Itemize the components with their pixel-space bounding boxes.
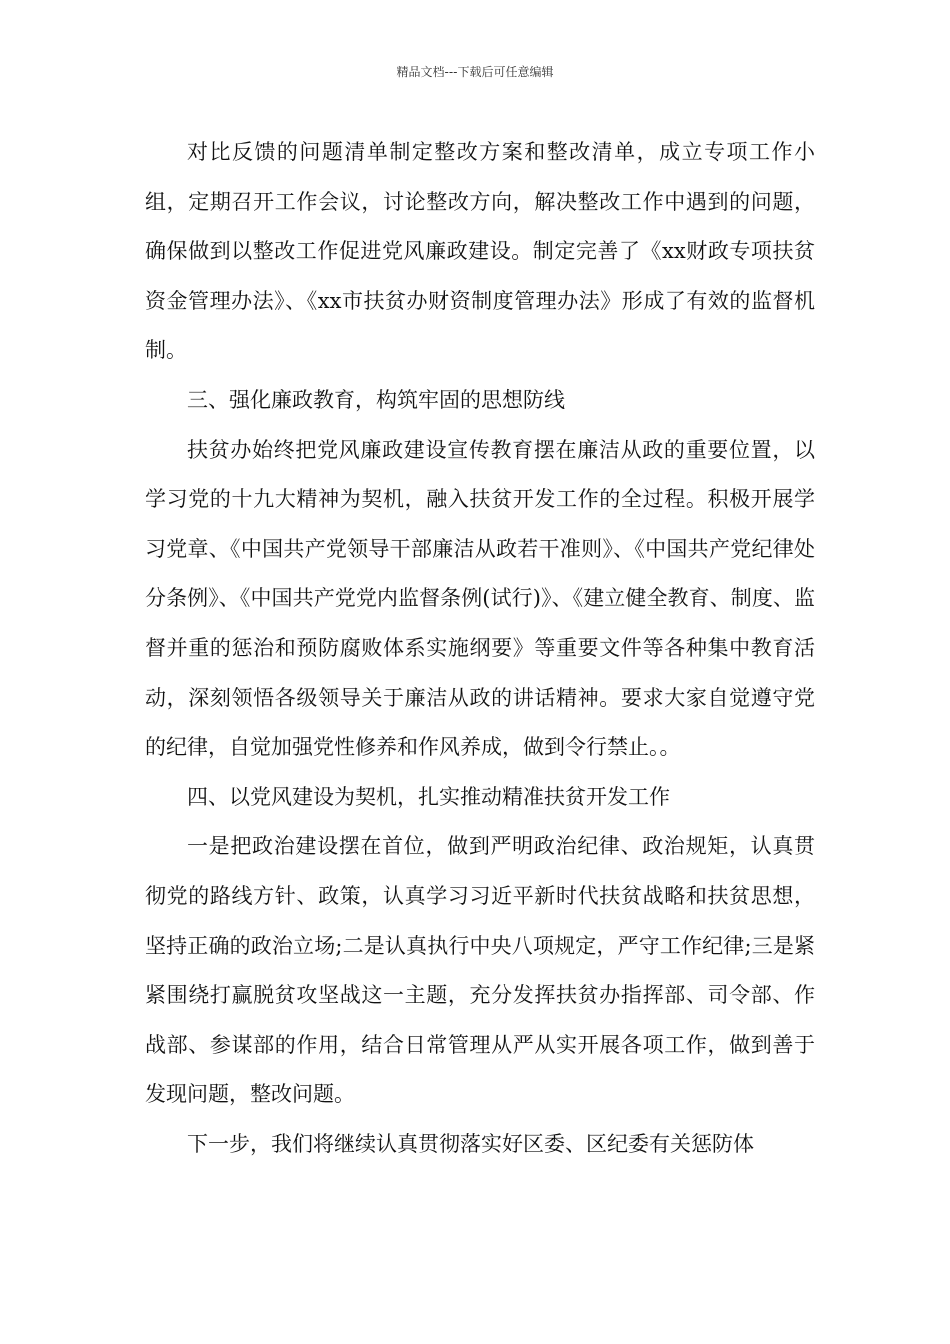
paragraph-rectification: 对比反馈的问题清单制定整改方案和整改清单，成立专项工作小组，定期召开工作会议，讨论整改方向，解决整改工作中遇到的问题，确保做到以整改工作促进党风廉政建设。制定完善了《xx财政专项扶贫资金管理办法》、《xx市扶贫办财资制度管理办法》形成了有效的监督机制。 xyxy=(145,140,815,363)
page-header: 精品文档---下载后可任意编辑 xyxy=(396,65,554,79)
paragraph-political-building: 一是把政治建设摆在首位，做到严明政治纪律、政治规矩，认真贯彻党的路线方针、政策，认真学习习近平新时代扶贫战略和扶贫思想，坚持正确的政治立场;二是认真执行中央八项规定，严守工作纪律;三是紧紧围绕打赢脱贫攻坚战这一主题，充分发挥扶贫办指挥部、司令部、作战部、参谋部的作用，结合日常管理从严从实开展各项工作，做到善于发现问题，整改问题。 xyxy=(145,834,815,1107)
paragraph-next-step: 下一步，我们将继续认真贯彻落实好区委、区纪委有关惩防体 xyxy=(187,1131,754,1156)
document-body xyxy=(145,128,815,1169)
paragraph-education: 扶贫办始终把党风廉政建设宣传教育摆在廉洁从政的重要位置，以学习党的十九大精神为契机，融入扶贫开发工作的全过程。积极开展学习党章、《中国共产党领导干部廉洁从政若干准则》、《中国共产党纪律处分条例》、《中国共产党党内监督条例(试行)》、《建立健全教育、制度、监督并重的惩治和预防腐败体系实施纲要》等重要文件等各种集中教育活动，深刻领悟各级领导关于廉洁从政的讲话精神。要求大家自觉遵守党的纪律，自觉加强党性修养和作风养成，做到令行禁止。。 xyxy=(145,437,815,760)
section-heading-4: 四、以党风建设为契机，扎实推动精准扶贫开发工作 xyxy=(187,784,670,809)
section-heading-3: 三、强化廉政教育，构筑牢固的思想防线 xyxy=(187,387,565,412)
